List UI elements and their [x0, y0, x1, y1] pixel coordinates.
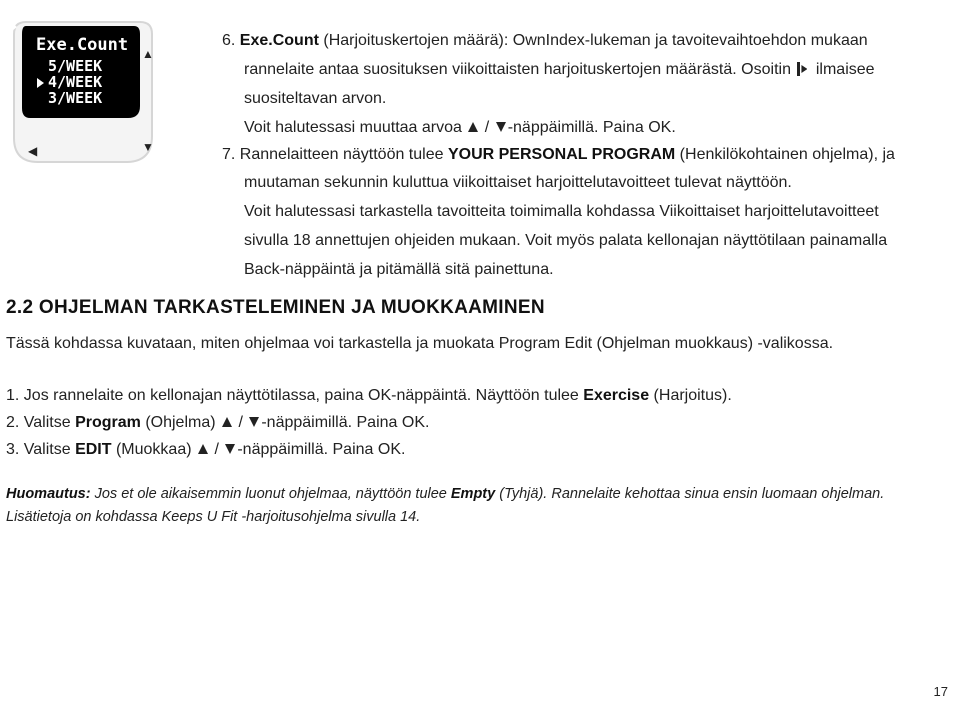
step-7-line-3: Voit halutessasi tarkastella tavoitteita toimimalla kohdassa Viikoittaiset harjoittelutavoitteet — [244, 203, 879, 220]
lcd-row-1: 5/WEEK — [48, 57, 103, 75]
lcd-title: Exe.Count — [36, 35, 129, 55]
triangle-up-icon — [468, 122, 478, 132]
step-2-number: 2. — [6, 414, 20, 431]
step-7-line-1-a: Rannelaitteen näyttöön tulee — [235, 146, 448, 163]
step-7-number: 7. — [222, 146, 236, 163]
step-6-line-4-a: Voit halutessasi muuttaa arvoa — [244, 119, 467, 136]
step-6-line-2-tail: ilmaisee — [811, 61, 875, 78]
step-3-text-c: -näppäimillä. Paina OK. — [237, 441, 406, 458]
step-6-term: Exe.Count — [239, 32, 319, 49]
step-7-line-1-b: (Henkilökohtainen ohjelma), ja — [675, 146, 895, 163]
triangle-down-icon — [249, 417, 259, 427]
note-label: Huomautus: — [6, 486, 91, 502]
triangle-down-icon — [496, 122, 506, 132]
step-6-line-4-b: -näppäimillä. Paina OK. — [507, 119, 676, 136]
step-7-line-1 — [222, 140, 895, 169]
left-arrow-icon: ◀ — [28, 144, 38, 158]
list-item-step-3 — [6, 435, 405, 464]
note-text-a: Jos et ole aikaisemmin luonut ohjelmaa, näyttöön tulee — [90, 486, 451, 502]
note-bold: Empty — [450, 486, 496, 502]
down-arrow-icon: ▼ — [142, 140, 154, 154]
step-2-sep: / — [234, 414, 248, 431]
step-1-text-b: (Harjoitus). — [649, 387, 732, 404]
triangle-up-icon — [222, 417, 232, 427]
step-3-bold: EDIT — [75, 441, 112, 458]
page-number: 17 — [933, 684, 948, 699]
watch-display-figure — [8, 16, 158, 166]
step-6-line-4-sep: / — [480, 119, 494, 136]
lcd-cursor-icon — [37, 78, 44, 88]
step-1-bold: Exercise — [583, 387, 650, 404]
step-2-text-b: (Ohjelma) — [140, 414, 220, 431]
lcd-row-3: 3/WEEK — [48, 89, 103, 107]
step-6-line-2-text: rannelaite antaa suosituksen viikoittaisten harjoituskertojen määrästä. Osoitin — [244, 61, 791, 78]
step-7-line-2: muutaman sekunnin kuluttua viikoittaiset harjoittelutavoitteet tulevat näyttöön. — [244, 174, 792, 191]
list-item-step-2 — [6, 408, 429, 437]
step-3-sep: / — [210, 441, 224, 458]
step-3-number: 3. — [6, 441, 20, 458]
step-6-line-1 — [222, 26, 868, 55]
note-text-b: (Tyhjä). Rannelaite kehottaa sinua ensin luomaan ohjelman. — [495, 486, 885, 502]
step-6-line-4 — [244, 113, 676, 142]
note-line-1 — [6, 486, 884, 502]
step-3-text-a: Valitse — [19, 441, 76, 458]
list-item-step-1 — [6, 381, 732, 410]
step-2-bold: Program — [75, 414, 141, 431]
lcd-row-2: 4/WEEK — [48, 73, 103, 91]
up-arrow-icon: ▲ — [142, 47, 154, 61]
step-2-text-c: -näppäimillä. Paina OK. — [261, 414, 430, 431]
step-6-line-1-text: (Harjoituskertojen määrä): OwnIndex-lukeman ja tavoitevaihtoehdon mukaan — [318, 32, 868, 49]
step-1-number: 1. — [6, 387, 20, 404]
recommended-marker-icon — [8, 16, 18, 38]
step-6-line-3: suositeltavan arvon. — [244, 90, 387, 107]
section-intro: Tässä kohdassa kuvataan, miten ohjelmaa voi tarkastella ja muokata Program Edit (Ohjelman muokkaus) -valikossa. — [6, 335, 834, 352]
step-7-line-4: sivulla 18 annettujen ohjeiden mukaan. Voit myös palata kellonajan näyttötilaan painamalla — [244, 232, 888, 249]
step-1-text-a: Jos rannelaite on kellonajan näyttötilassa, paina OK-näppäintä. Näyttöön tulee — [19, 387, 584, 404]
section-heading: 2.2 OHJELMAN TARKASTELEMINEN JA MUOKKAAMINEN — [6, 297, 545, 318]
step-3-text-b: (Muokkaa) — [111, 441, 196, 458]
note-line-2: Lisätietoja on kohdassa Keeps U Fit -harjoitusohjelma sivulla 14. — [6, 509, 421, 525]
step-6-number: 6. — [222, 32, 236, 49]
step-6-line-2 — [244, 55, 875, 84]
indicator-icon — [797, 62, 809, 76]
triangle-down-icon — [225, 444, 235, 454]
step-2-text-a: Valitse — [19, 414, 76, 431]
step-7-line-5: Back-näppäintä ja pitämällä sitä painettuna. — [244, 261, 554, 278]
step-7-program-title: YOUR PERSONAL PROGRAM — [447, 146, 676, 163]
triangle-up-icon — [198, 444, 208, 454]
